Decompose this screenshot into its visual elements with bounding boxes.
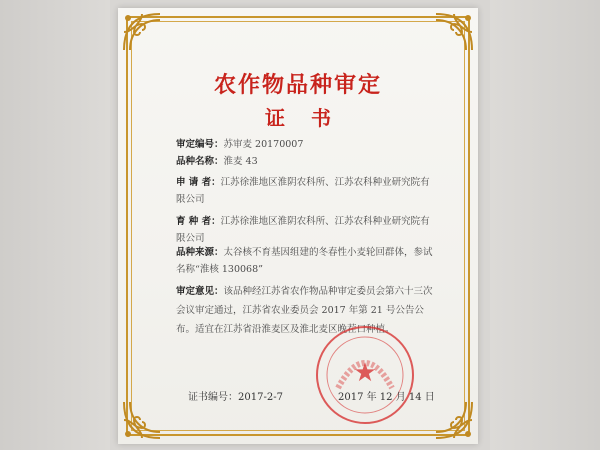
certificate-subtitle: 证书 bbox=[265, 106, 357, 130]
background-right bbox=[490, 0, 600, 450]
variety-name-label: 品种名称： bbox=[176, 156, 224, 167]
seal-star-icon: ★ bbox=[353, 358, 377, 388]
approval-number-value: 苏审麦 20170007 bbox=[223, 139, 304, 150]
breeder-label: 育 种 者： bbox=[176, 216, 221, 227]
opinion-label: 审定意见： bbox=[176, 286, 224, 297]
approval-number-label: 审定编号： bbox=[176, 139, 224, 150]
source-label: 品种来源： bbox=[176, 247, 224, 258]
approval-number-row bbox=[176, 136, 434, 153]
certificate-number: 证书编号：2017-2-7 bbox=[188, 392, 283, 403]
variety-name-row bbox=[176, 153, 434, 170]
applicant-value: 江苏徐淮地区淮阴农科所、江苏农科种业研究院有限公司 bbox=[176, 177, 430, 205]
breeder-value: 江苏徐淮地区淮阴农科所、江苏农科种业研究院有限公司 bbox=[176, 216, 430, 244]
corner-ornament-icon bbox=[120, 10, 166, 56]
certificate-title: 农作物品种审定 bbox=[213, 73, 382, 98]
corner-ornament-icon bbox=[430, 396, 476, 442]
breeder-row bbox=[176, 213, 434, 247]
background-left bbox=[0, 0, 110, 450]
applicant-label: 申 请 者： bbox=[176, 177, 221, 188]
issue-date: 2017 年 12 月 14 日 bbox=[338, 392, 435, 403]
applicant-row bbox=[176, 174, 434, 208]
source-row bbox=[176, 244, 434, 278]
variety-name-value: 淮麦 43 bbox=[223, 156, 258, 167]
official-seal bbox=[316, 326, 414, 424]
certificate-paper bbox=[118, 8, 478, 444]
corner-ornament-icon bbox=[430, 10, 476, 56]
opinion-value: 该品种经江苏省农作物品种审定委员会第六十三次会议审定通过，江苏省农业委员会 2017 年第 21 号公告公布。适宜在江苏省沿淮麦区及淮北麦区晚茬口种植。 bbox=[176, 286, 433, 335]
source-value: 太谷核不育基因组建的冬春性小麦轮回群体，参试名称“淮核 130068” bbox=[176, 247, 433, 275]
corner-ornament-icon bbox=[120, 396, 166, 442]
